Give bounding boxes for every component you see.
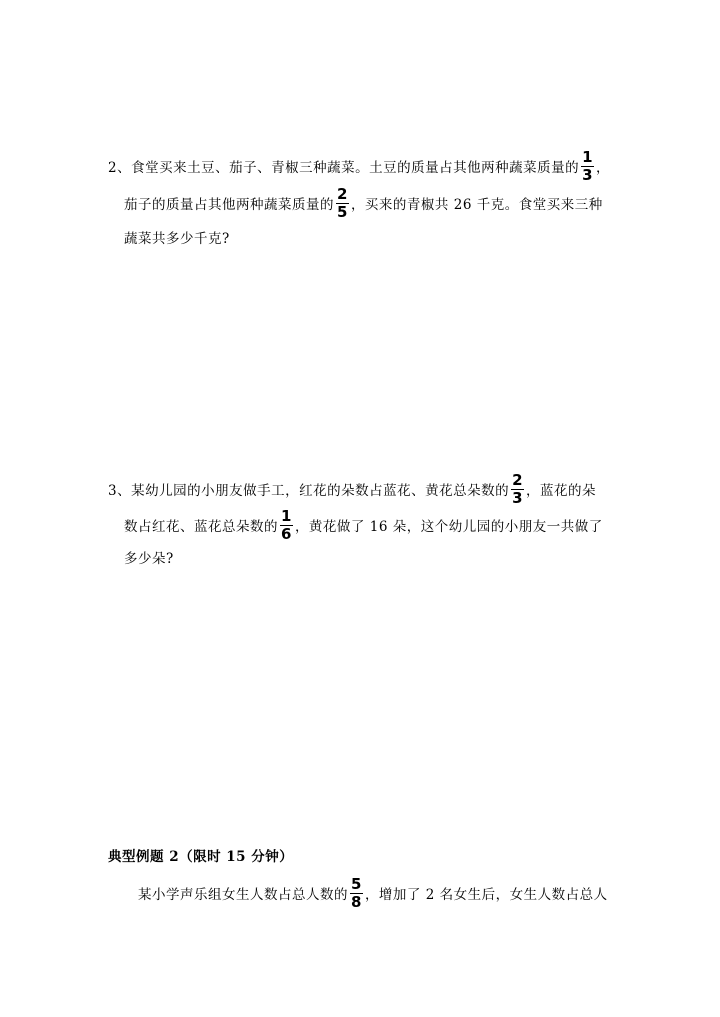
problem-2-text-3: 蔬菜共多少千克?: [124, 231, 230, 247]
problem-3-text-1: 3、某幼儿园的小朋友做手工，红花的朵数占蓝花、黄花总朵数的: [108, 483, 510, 499]
problem-2-line-2: 茄子的质量占其他两种蔬菜质量的 $\frac{2}{5}$ ，买来的青椒共 26 千克。食堂买来三种: [124, 184, 603, 221]
problem-2-text-1: 2、食堂买来土豆、茄子、青椒三种蔬菜。土豆的质量占其他两种蔬菜质量的: [108, 160, 580, 176]
fraction-5-8: $\frac{5}{8}$: [351, 874, 362, 911]
problem-2-line-3: [124, 220, 230, 254]
example-2-text-1: 某小学声乐组女生人数占总人数的: [138, 887, 348, 903]
example-2-line-1: 某小学声乐组女生人数占总人数的 $\frac{5}{8}$ ，增加了 2 名女生后，女生人数占总人: [138, 874, 608, 911]
problem-3-line-3: [124, 540, 174, 574]
fraction-1-6: $\frac{1}{6}$: [281, 506, 292, 543]
fraction-2-5: $\frac{2}{5}$: [337, 184, 348, 221]
example-2-heading: 典型例题 2（限时 15 分钟）: [108, 849, 294, 865]
fraction-2-3: $\frac{2}{3}$: [512, 470, 524, 507]
problem-2-text-2: 茄子的质量占其他两种蔬菜质量的: [124, 197, 334, 213]
fraction-1-3: $\frac{1}{3}$: [582, 147, 594, 184]
problem-3-text-3: 多少朵?: [124, 551, 174, 567]
problem-3-line-2: 数占红花、蓝花总朵数的 $\frac{1}{6}$ ，黄花做了 16 朵，这个幼儿园的小朋友一共做了: [124, 506, 603, 543]
problem-3-line-1: 3、某幼儿园的小朋友做手工，红花的朵数占蓝花、黄花总朵数的 $\frac{2}{3}$ ，蓝花的朵: [108, 470, 597, 507]
problem-3-text-2: 数占红花、蓝花总朵数的: [124, 519, 278, 535]
problem-2-line-1: 2、食堂买来土豆、茄子、青椒三种蔬菜。土豆的质量占其他两种蔬菜质量的 $\frac{1}{3}$ ，: [108, 147, 611, 184]
